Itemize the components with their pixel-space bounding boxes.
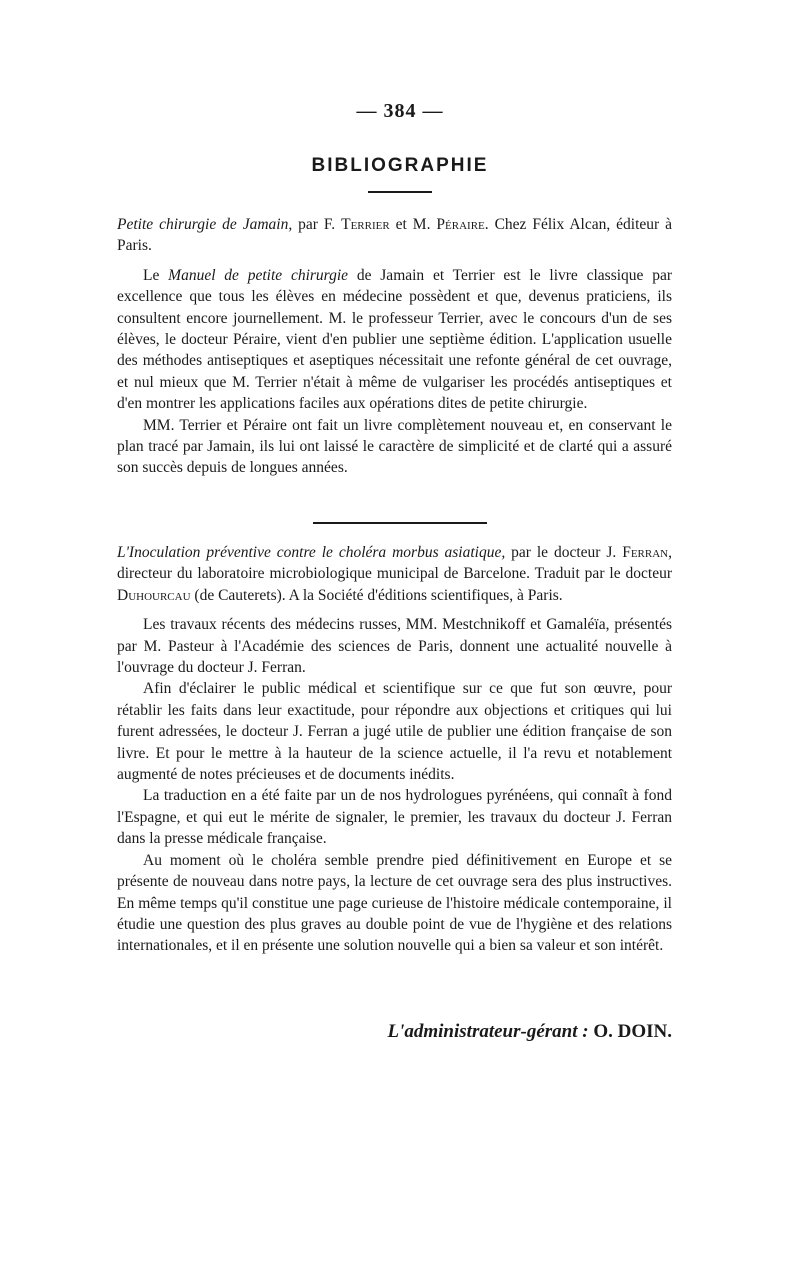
review1-author-terrier: Terrier xyxy=(341,216,390,233)
signature-role: L'administrateur-gérant : xyxy=(387,1021,589,1042)
review2-author-ferran: Ferran xyxy=(622,544,669,561)
review2-paragraph-1: Les travaux récents des médecins russes, MM. Mestchnikoff et Gamaléïa, présentés par M. Pasteur à l'Académie des sciences de Paris, donnent une actualité nouvelle à l'ouvrage du docteur J. Ferran. xyxy=(117,616,672,677)
review2-paragraph-4: Au moment où le choléra semble prendre pied définitivement en Europe et se présente de nouveau dans notre pays, la lecture de cet ouvrage sera des plus instructives. En même temps qu'il constitue une page curieuse de l'histoire médicale contemporaine, il étudie une question des plus graves au double point de vue de l'hygiène et des relations internationales, et il en présente une solution nouvelle qui a bien sa valeur et son intérêt. xyxy=(117,851,672,955)
title-underline xyxy=(368,191,432,193)
signature-name: O. DOIN. xyxy=(588,1021,672,1042)
section-title: BIBLIOGRAPHIE xyxy=(311,155,489,176)
signature xyxy=(340,1021,672,1043)
review-petite-chirurgie xyxy=(117,214,672,479)
review1-title: Petite chirurgie de Jamain, xyxy=(117,216,293,233)
review2-paragraph-2: Afin d'éclairer le public médical et scientifique sur ce que fut son œuvre, pour rétablir les faits dans leur exactitude, pour répondre aux objections et critiques qui lui furent adressées, le docteur J. Ferran a jugé utile de publier une édition française de son livre. Et pour le mettre à la hauteur de la science actuelle, il l'a revu et notablement augmenté de notes précieuses et de documents inédits. xyxy=(117,680,672,784)
review2-title: L'Inoculation préventive contre le choléra morbus asiatique, xyxy=(117,544,506,561)
review1-citation: Petite chirurgie de Jamain, par F. Terrier et M. Péraire. Chez Félix Alcan, éditeur à Paris. xyxy=(117,216,673,255)
section-divider xyxy=(313,522,487,524)
review1-paragraph-2: MM. Terrier et Péraire ont fait un livre complètement nouveau et, en conservant le plan tracé par Jamain, ils lui ont laissé le caractère de simplicité et de clarté qui a assuré son succès depuis de longues années. xyxy=(117,416,672,477)
review2-translator-duhourcau: Duhourcau xyxy=(117,586,191,604)
review-inoculation-cholera xyxy=(117,542,672,957)
review1-author-peraire: Péraire xyxy=(436,216,485,233)
review1-paragraph-1: Le Manuel de petite chirurgie de Jamain et Terrier est le livre classique par excellence que tous les élèves en médecine possèdent et que, devenus praticiens, ils consultent encore journellement. M. le professeur Terrier, avec le concours d'un de ses élèves, le docteur Péraire, vient d'en publier une septième édition. L'application usuelle des méthodes antiseptiques et aseptiques nécessitait une refonte général de cet ouvrage, et nul mieux que M. Terrier n'était à même de vulgariser les procédés antiseptiques et d'en montrer les applications faciles aux opérations dites de petite chirurgie. xyxy=(117,266,672,413)
review2-paragraph-3: La traduction en a été faite par un de nos hydrologues pyrénéens, qui connaît à fond l'Espagne, et qui eut le mérite de signaler, le premier, les travaux du docteur J. Ferran dans la presse médicale française. xyxy=(117,787,672,848)
review2-citation: L'Inoculation préventive contre le choléra morbus asiatique, par le docteur J. Ferran, directeur du laboratoire microbiologique municipal de Barcelone. Traduit par le docteur Duhourcau (de Cauterets). A la Société d'éditions scientifiques, à Paris. xyxy=(117,544,672,604)
page-number: — 384 — xyxy=(356,100,444,122)
